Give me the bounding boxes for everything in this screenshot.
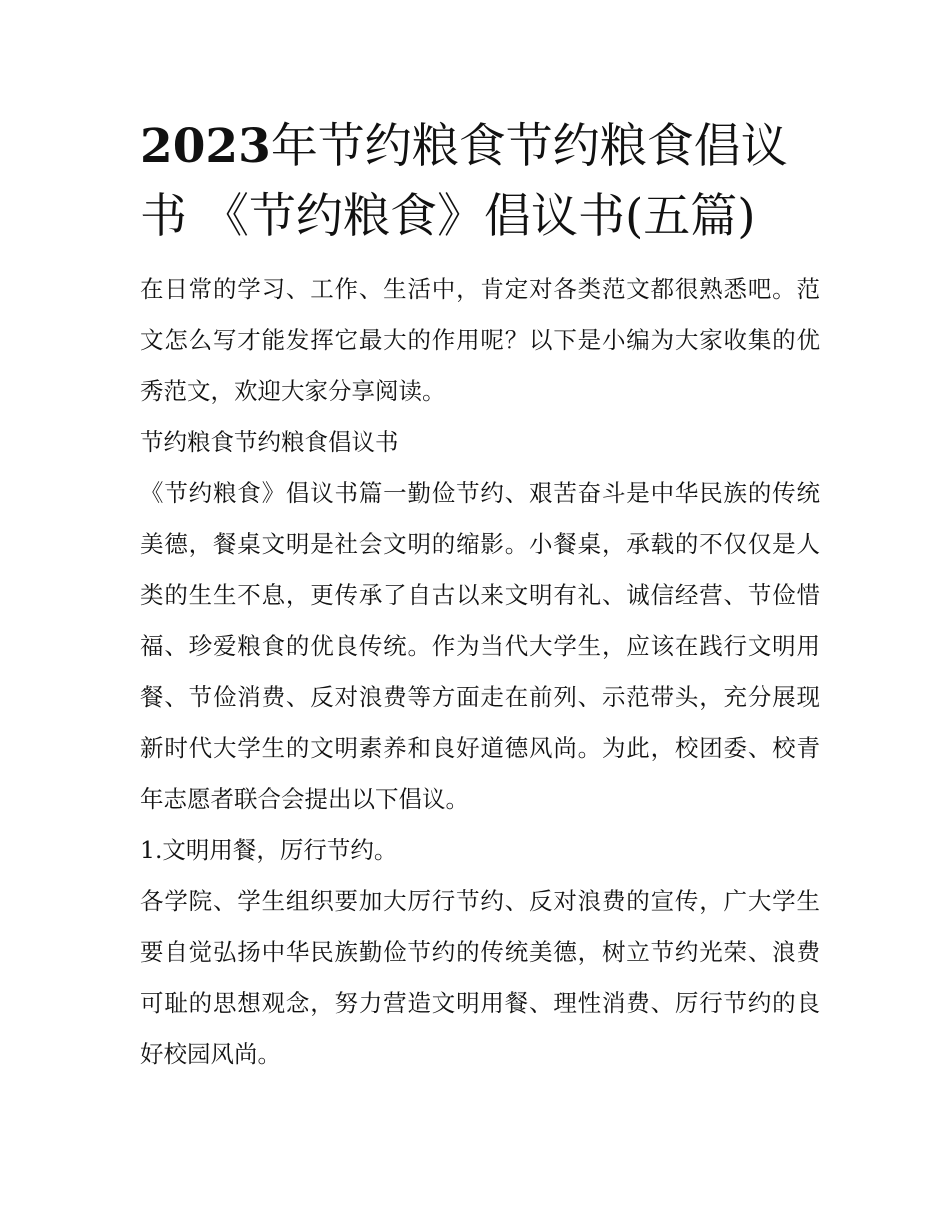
body-paragraph: 《节约粮食》倡议书篇一勤俭节约、艰苦奋斗是中华民族的传统美德，餐桌文明是社会文明的缩影。小餐桌，承载的不仅仅是人类的生生不息，更传承了自古以来文明有礼、诚信经营、节俭惜福、珍爱粮食的优良传统。作为当代大学生，应该在践行文明用餐、节俭消费、反对浪费等方面走在前列、示范带头，充分展现新时代大学生的文明素养和良好道德风尚。为此，校团委、校青年志愿者联合会提出以下倡议。	[140, 479, 820, 813]
section-heading: 节约粮食节约粮食倡议书	[140, 428, 399, 456]
title-year: 2023	[140, 119, 271, 174]
title-text: 年节约粮食节约粮食倡议书 《节约粮食》倡议书(五篇)	[140, 119, 788, 244]
document-title	[140, 112, 820, 252]
document-page	[140, 112, 820, 1080]
intro-paragraph: 在日常的学习、工作、生活中，肯定对各类范文都很熟悉吧。范文怎么写才能发挥它最大的作用呢？以下是小编为大家收集的优秀范文，欢迎大家分享阅读。	[140, 275, 820, 405]
list-item-heading: 1.文明用餐，厉行节约。	[140, 836, 398, 864]
body-paragraph: 各学院、学生组织要加大厉行节约、反对浪费的宣传，广大学生要自觉弘扬中华民族勤俭节约的传统美德，树立节约光荣、浪费可耻的思想观念，努力营造文明用餐、理性消费、厉行节约的良好校园风尚。	[140, 887, 820, 1068]
